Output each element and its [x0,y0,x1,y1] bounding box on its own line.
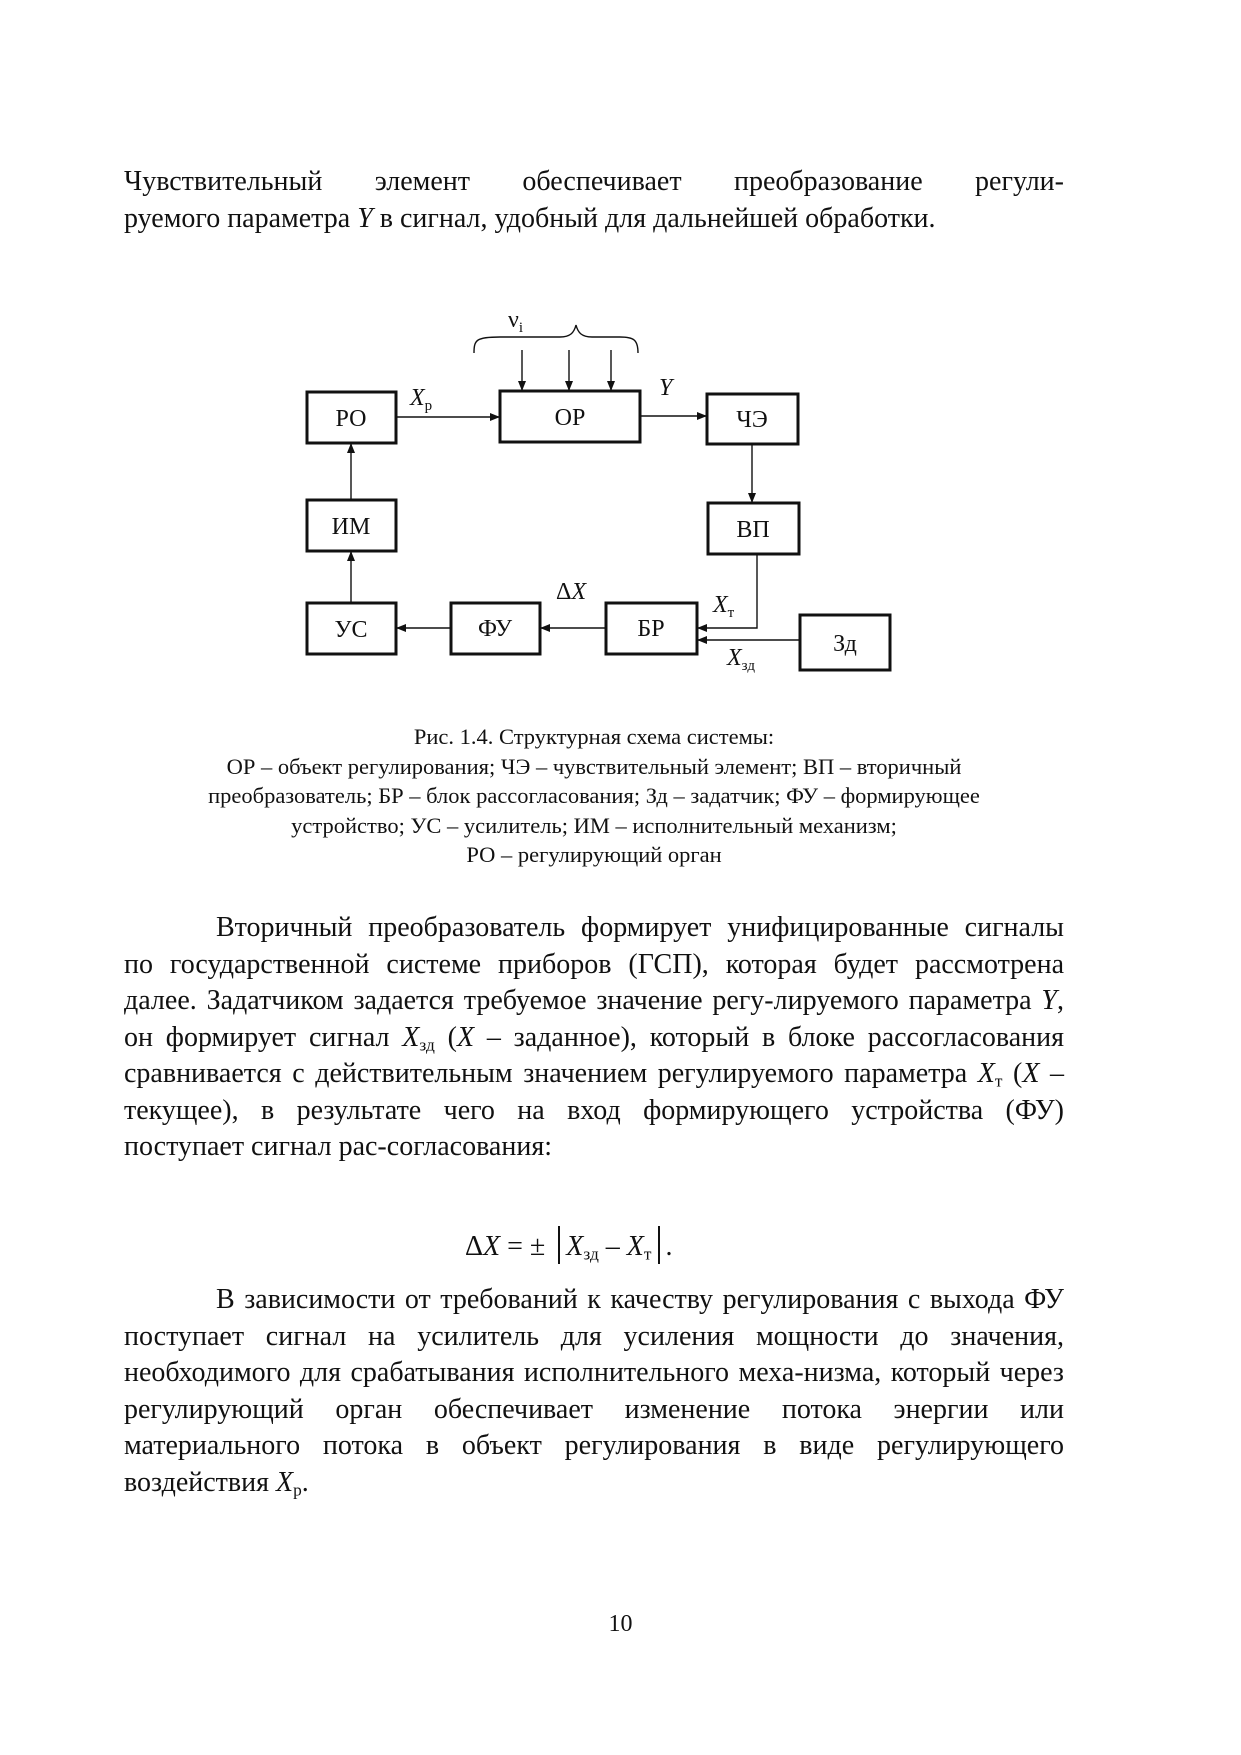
caption-title: Рис. 1.4. Структурная схема системы: [413,724,775,749]
label-vp: ВП [736,517,770,543]
page-number: 10 [608,1611,633,1637]
paragraph-secondary-converter: Вторичный преобразователь формирует унифицированные сигналы по государственной системе приборов (ГСП), которая будет рассмотрена далее. Задатчиком задается требуемое значение регу-лируемого параметра Y, он формирует сигнал $X_{зд}$ (X – заданное), который в блоке рассогласования сравнивается с действительным значением регулируемого параметра $X_т$ (X – текущее), в результате чего на вход формирующего устройства (ФУ) поступает сигнал рас-согласования: [124,912,1064,1162]
label-im: ИМ [331,514,371,540]
label-nu: $\nu_i$ [508,307,524,336]
paragraph-regulation: В зависимости от требований к качеству регулирования с выхода ФУ поступает сигнал на усилитель для усиления мощности до значения, необходимого для срабатывания исполнительного меха-низма, который через регулирующий орган обеспечивает изменение потока энергии или материального потока в объект регулирования в виде регулирующего воздействия $X_р$. [124,1284,1064,1499]
figure-caption [124,722,1064,870]
intro-line-2: руемого параметра Y в сигнал, удобный для дальнейшей обработки. [124,202,936,234]
label-xp: $X_р$ [410,385,433,414]
mismatch-formula: ΔX = ± $X_{зд} - X_т$ . [465,1226,673,1264]
abs-bar-right [658,1226,660,1264]
label-y: Y [659,375,673,401]
label-fu: ФУ [477,616,513,642]
block-diagram [0,0,1241,720]
label-br: БР [637,616,665,642]
label-dx: ΔX [556,579,587,605]
label-xt: $X_т$ [713,592,735,621]
disturbance-brace [474,325,638,353]
label-or: ОР [554,405,586,431]
abs-bar-left [558,1226,560,1264]
caption-line-2: преобразователь; БР – блок рассогласования; Зд – задатчик; ФУ – формирующее [208,783,980,808]
label-ro: РО [335,406,367,432]
intro-line-1: Чувствительный элемент обеспечивает преобразование регули- [124,166,1064,197]
label-us: УС [334,617,368,643]
caption-line-1: ОР – объект регулирования; ЧЭ – чувствительный элемент; ВП – вторичный [226,753,962,779]
label-zd: Зд [833,631,857,657]
caption-line-3: устройство; УС – усилитель; ИМ – исполнительный механизм; [291,812,897,838]
caption-line-4: РО – регулирующий орган [466,842,722,867]
label-che: ЧЭ [736,407,768,433]
label-xzd: $X_{зд}$ [727,645,755,674]
